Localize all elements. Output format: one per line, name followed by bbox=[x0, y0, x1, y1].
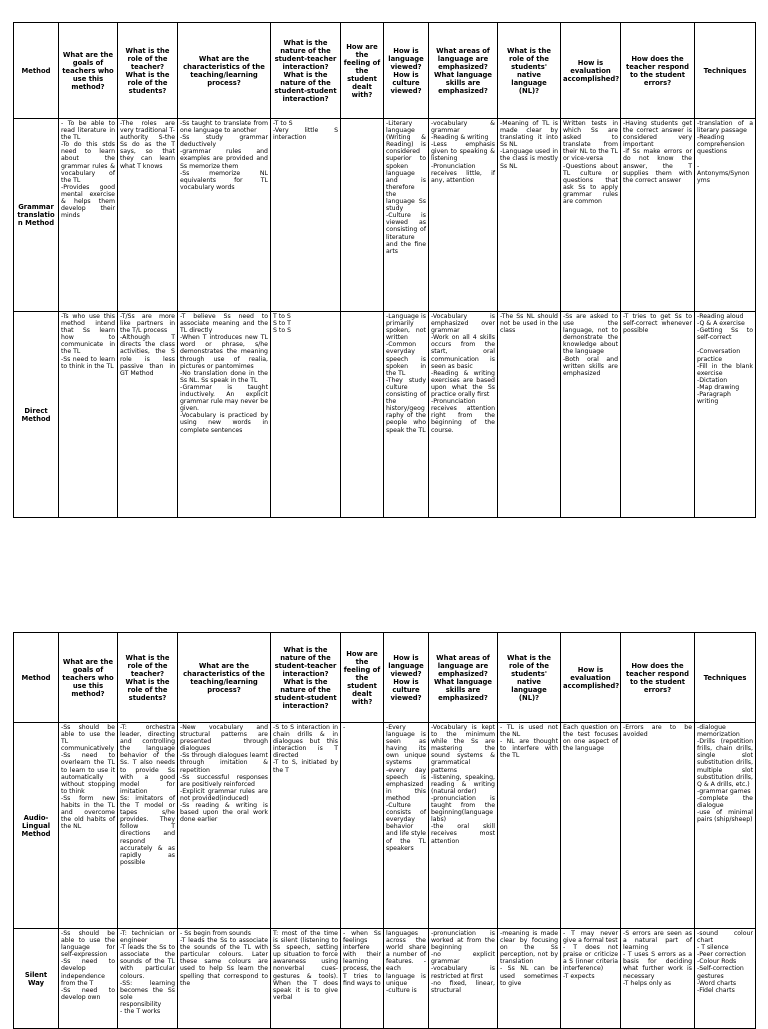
cell-process: -Ss taught to translate from one language to another -Ss study grammar deductively -grammar rules and examples are provided and Ss memorize them -Ss memorize NL equivalents for TL vocabulary words bbox=[178, 119, 271, 312]
cell-feelings: - bbox=[341, 723, 384, 929]
cell-language-culture: -Every language is seen as having its own unique systems -every day speech is emphasized in this method -Culture consists of everyday behavior and life style of the TL speakers bbox=[384, 723, 429, 929]
header-interaction: What is the nature of the student-teacher interaction? What is the nature of the student-student interaction? bbox=[271, 23, 341, 119]
cell-roles: -T: orchestra leader, directing and controlling the language behavior of the Ss. T also needs to provide Ss with a good model for imitation Ss: imitators of the T model or tapes s/he provides. They follow T directions and respond accurately & as rapidly as possible bbox=[118, 723, 178, 929]
cell-techniques: -dialogue memorization -Drills (repetition frills, chain drills, single slot substitution drills, multiple slot substitution drills, Q & A drills, etc.) -grammar games -complete the dialogue -use of minimal pairs (ship/sheep) bbox=[695, 723, 756, 929]
header-techniques: Techniques bbox=[695, 633, 756, 723]
header-evaluation: How is evaluation accomplished? bbox=[561, 633, 621, 723]
table-row bbox=[14, 312, 756, 518]
cell-native-language: -The Ss NL should not be used in the class bbox=[498, 312, 561, 518]
cell-interaction: T: most of the time is silent (listening to Ss speech, setting up situation to force awareness using nonverbal cues-gestures & tools). When the T does speak it is to give verbal bbox=[271, 929, 341, 1029]
methods-table-1 bbox=[13, 22, 756, 518]
header-native-language: What is the role of the students' native language (NL)? bbox=[498, 633, 561, 723]
cell-evaluation: - T may never give a formal test - T does not praise or criticize a S (inner criteria interference) -T expects bbox=[561, 929, 621, 1029]
header-process: What are the characteristics of the teaching/learning process? bbox=[178, 633, 271, 723]
cell-areas-skills: -Vocabulary is emphasized over grammar -Work on all 4 skills occurs from the start, oral communication is seen as basic -Reading & writing exercises are based upon what the Ss practice orally first -Pronunciation receives attention right from the beginning of the course. bbox=[429, 312, 498, 518]
header-feelings: How are the feeling of the student dealt with? bbox=[341, 23, 384, 119]
cell-errors: -S errors are seen as a natural part of learning - T uses S errors as a basis for deciding what further work is necessary -T helps only as bbox=[621, 929, 695, 1029]
header-errors: How does the teacher respond to the student errors? bbox=[621, 633, 695, 723]
header-goals: What are the goals of teachers who use this method? bbox=[59, 633, 118, 723]
header-areas-skills: What areas of language are emphasized? What language skills are emphasized? bbox=[429, 633, 498, 723]
cell-native-language: -Meaning of TL is made clear by translating it into Ss NL -Language used in the class is mostly Ss NL bbox=[498, 119, 561, 312]
header-row bbox=[14, 23, 756, 119]
header-method: Method bbox=[14, 23, 59, 119]
cell-errors: -T tries to get Ss to self-correct whenever possible bbox=[621, 312, 695, 518]
header-process: What are the characteristics of the teaching/learning process? bbox=[178, 23, 271, 119]
methods-table-2 bbox=[13, 632, 756, 1029]
method-name: Silent Way bbox=[14, 929, 59, 1029]
cell-techniques: -Reading aloud -Q & A exercise -Getting Ss to self-correct -Conversation practice -Fill in the blank exercise -Dictation -Map drawing -Paragraph writing bbox=[695, 312, 756, 518]
cell-interaction: T to S S to T S to S bbox=[271, 312, 341, 518]
cell-process: - Ss begin from sounds -T leads the Ss to associate the sounds of the TL with particular colours. Later these same colours are used to help Ss learn the spelling that correspond to the bbox=[178, 929, 271, 1029]
header-row bbox=[14, 633, 756, 723]
cell-areas-skills: -Vocabulary is kept to the minimum while the Ss are mastering the sound systems & grammatical patterns -listening, speaking, reading & writing (natural order) -pronunciation is taught from the beginning(language labs) -the oral skill receives most attention bbox=[429, 723, 498, 929]
cell-feelings bbox=[341, 119, 384, 312]
cell-native-language: - TL is used not the NL - NL are thought to interfere with the TL bbox=[498, 723, 561, 929]
header-errors: How does the teacher respond to the student errors? bbox=[621, 23, 695, 119]
cell-goals: -Ss should be able to use the TL communicatively -Ss need to overlearn the TL to learn to use it automatically without stopping to think -Ss form new habits in the TL and overcome the old habits of the NL bbox=[59, 723, 118, 929]
header-language-culture: How is language viewed? How is culture viewed? bbox=[384, 633, 429, 723]
header-areas-skills: What areas of language are emphasized? What language skills are emphasized? bbox=[429, 23, 498, 119]
cell-language-culture: languages across the world share a number of features. - each language is unique -culture is bbox=[384, 929, 429, 1029]
cell-interaction: -S to S interaction in chain drills & in dialogues but this interaction is T directed -T to S, initiated by the T bbox=[271, 723, 341, 929]
table-row bbox=[14, 119, 756, 312]
cell-feelings: - when Ss feelings interfere with their learning process, the T tries to find ways to bbox=[341, 929, 384, 1029]
method-name: Grammar translation Method bbox=[14, 119, 59, 312]
cell-areas-skills: -vocabulary & grammar -Reading & writing -Less emphasis given to speaking & listening -Pronunciation receives little, if any, attention bbox=[429, 119, 498, 312]
header-techniques: Techniques bbox=[695, 23, 756, 119]
cell-evaluation: Written tests in which Ss are asked to translate from their NL to the TL or vice-versa -Questions about TL culture or questions that ask Ss to apply grammar rules are common bbox=[561, 119, 621, 312]
header-feelings: How are the feeling of the student dealt with? bbox=[341, 633, 384, 723]
cell-areas-skills: -pronunciation is worked at from the beginning -no explicit grammar -vocabulary is restricted at first -no fixed, linear, structural bbox=[429, 929, 498, 1029]
cell-interaction: -T to S -Very little S interaction bbox=[271, 119, 341, 312]
cell-techniques: -translation of a literary passage -Reading comprehension questions -Antonyms/Synonyms bbox=[695, 119, 756, 312]
header-goals: What are the goals of teachers who use this method? bbox=[59, 23, 118, 119]
cell-goals: -Ss should be able to use the language for self-expression -Ss need to develop independence from the T -Ss need to develop own bbox=[59, 929, 118, 1029]
cell-process: -T believe Ss need to associate meaning and the TL directly -When T introduces new TL word or phrase, s/he demonstrates the meaning through use of realia, pictures or pantomimes -No translation done in the Ss NL. Ss speak in the TL -Grammar is taught inductively. An explicit grammar rule may never be given. -Vocabulary is practiced by using new words in complete sentences bbox=[178, 312, 271, 518]
cell-errors: -Having students get the correct answer is considered very important -if Ss make errors or do not know the answer, the T supplies them with the correct answer bbox=[621, 119, 695, 312]
cell-evaluation: -Ss are asked to use the language, not to demonstrate the knowledge about the language -Both oral and written skills are emphasized bbox=[561, 312, 621, 518]
cell-roles: -T: technician or engineer -T leads the Ss to associate the sounds of the TL with particular colours. -SS: learning becomes the Ss sole responsibility - the T works bbox=[118, 929, 178, 1029]
cell-goals: -Ts who use this method intend that Ss learn how to communicate in the TL -Ss need to learn to think in the TL bbox=[59, 312, 118, 518]
cell-language-culture: -Language is primarily spoken, not written -Common everyday speech is spoken in the TL -They study culture consisting of the history/geography of the people who speak the TL bbox=[384, 312, 429, 518]
cell-native-language: -meaning is made clear by focusing on the Ss perception, not by translation - Ss NL can be used sometimes to give bbox=[498, 929, 561, 1029]
header-method: Method bbox=[14, 633, 59, 723]
cell-errors: -Errors are to be avoided bbox=[621, 723, 695, 929]
header-interaction: What is the nature of the student-teacher interaction? What is the nature of the student-student interaction? bbox=[271, 633, 341, 723]
header-native-language: What is the role of the students' native language (NL)? bbox=[498, 23, 561, 119]
table-row bbox=[14, 723, 756, 929]
table-row bbox=[14, 929, 756, 1029]
cell-techniques: -sound colour chart - T silence -Peer correction -Colour Rods -Self-correction gestures -Word charts -Fidel charts bbox=[695, 929, 756, 1029]
method-name: Audio-Lingual Method bbox=[14, 723, 59, 929]
header-evaluation: How is evaluation accomplished? bbox=[561, 23, 621, 119]
header-language-culture: How is language viewed? How is culture viewed? bbox=[384, 23, 429, 119]
cell-evaluation: Each question on the test focuses on one aspect of the language bbox=[561, 723, 621, 929]
cell-roles: -The roles are very traditional T-authority S-the Ss do as the T says, so that they can learn what T knows bbox=[118, 119, 178, 312]
cell-language-culture: -Literary language (Writing & Reading) is considered superior to spoken language and is therefore the language Ss study -Culture is viewed as consisting of literature and the fine arts bbox=[384, 119, 429, 312]
cell-feelings bbox=[341, 312, 384, 518]
cell-roles: -T/Ss are more like partners in the T/L process -Although T directs the class activities, the S role is less passive than in GT Method bbox=[118, 312, 178, 518]
header-roles: What is the role of the teacher? What is the role of the students? bbox=[118, 23, 178, 119]
cell-process: -New vocabulary and structural patterns are presented through dialogues -Ss through dialogues learnt through imitation & repetition -Ss successful responses are positively reinforced -Explicit grammar rules are not provided(induced) -Ss reading & writing is based upon the oral work done earlier bbox=[178, 723, 271, 929]
method-name: Direct Method bbox=[14, 312, 59, 518]
header-roles: What is the role of the teacher? What is the role of the students? bbox=[118, 633, 178, 723]
cell-goals: - To be able to read literature in the TL -To do this stds need to learn about the grammar rules & vocabulary of the TL -Provides good mental exercise & helps them develop their minds bbox=[59, 119, 118, 312]
